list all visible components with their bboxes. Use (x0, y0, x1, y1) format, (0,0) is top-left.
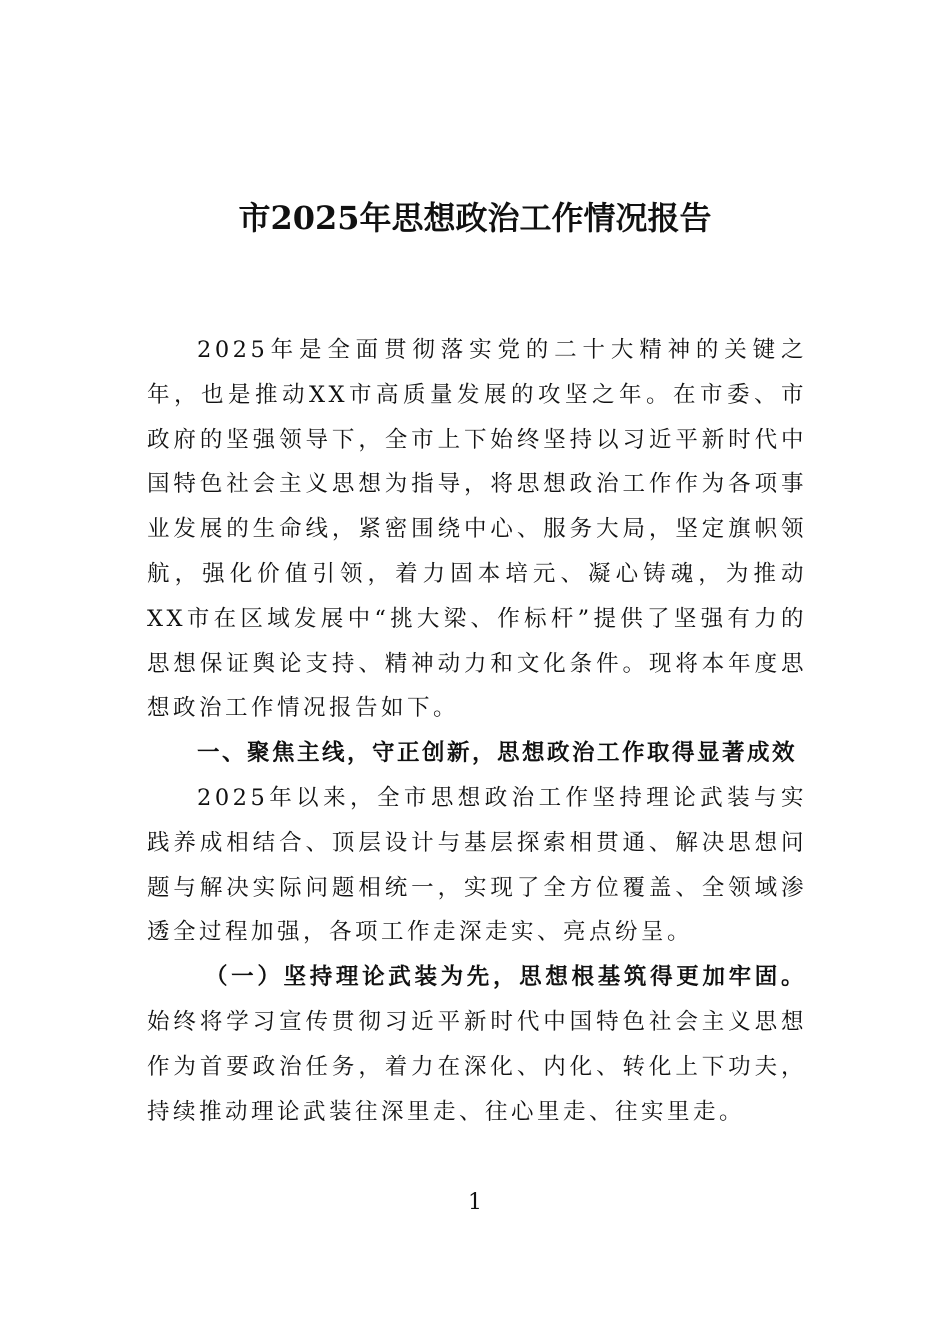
subsection-1-text: 始终将学习宣传贯彻习近平新时代中国特色社会主义思想作为首要政治任务，着力在深化、内化、转化上下功夫，持续推动理论武装往深里走、往心里走、往实里走。 (147, 1008, 807, 1125)
subsection-heading-1: （一）坚持理论武装为先，思想根基筑得更加牢固。 (205, 964, 807, 991)
document-title: 市2025年思想政治工作情况报告 (238, 199, 712, 237)
section-heading-1: 一、聚焦主线，守正创新，思想政治工作取得显著成效 (197, 740, 798, 767)
page-number: 1 (468, 1190, 482, 1215)
section-1-paragraph: 2025年以来，全市思想政治工作坚持理论武装与实践养成相结合、顶层设计与基层探索相贯通、解决思想问题与解决实际问题相统一，实现了全方位覆盖、全领域渗透全过程加强，各项工作走深走实、亮点纷呈。 (147, 784, 807, 946)
document-body (147, 328, 807, 1134)
intro-paragraph: 2025年是全面贯彻落实党的二十大精神的关键之年，也是推动XX市高质量发展的攻坚之年。在市委、市政府的坚强领导下，全市上下始终坚持以习近平新时代中国特色社会主义思想为指导，将思想政治工作作为各项事业发展的生命线，紧密围绕中心、服务大局，坚定旗帜领航，强化价值引领，着力固本培元、凝心铸魂，为推动XX市在区域发展中“挑大梁、作标杆”提供了坚强有力的思想保证舆论支持、精神动力和文化条件。现将本年度思想政治工作情况报告如下。 (147, 337, 807, 722)
subsection-1-paragraph (147, 955, 807, 1134)
